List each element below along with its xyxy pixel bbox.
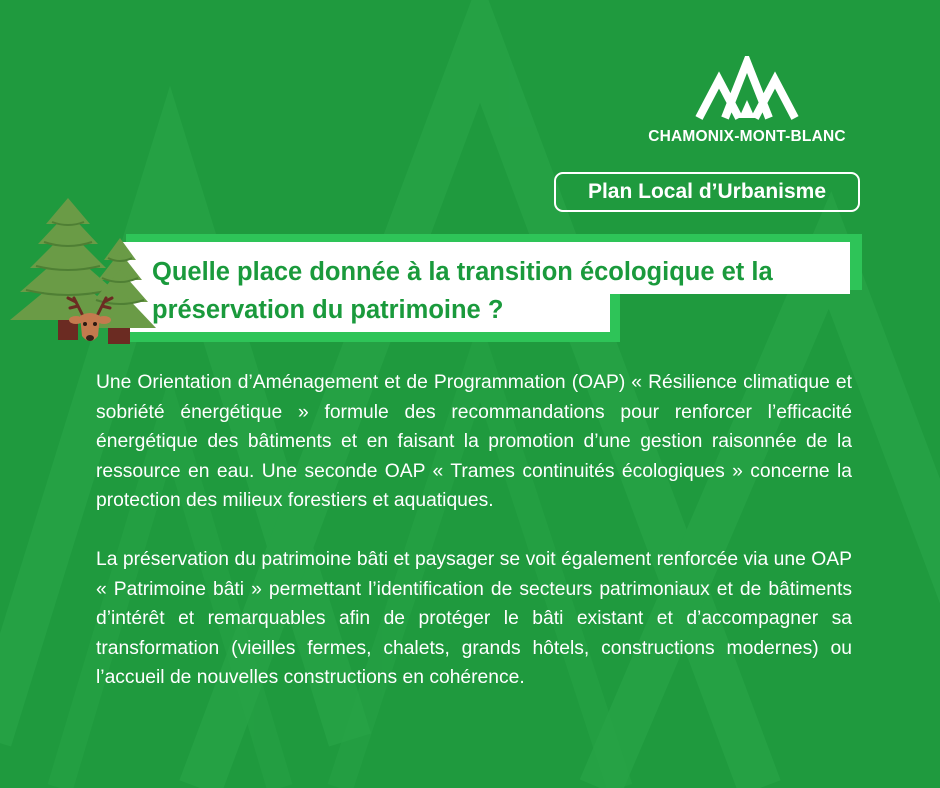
paragraph: Une Orientation d’Aménagement et de Programmation (OAP) « Résilience climatique et sobriété énergétique » formule des recommandations pour renforcer l’efficacité énergétique des bâtiments et en faisant la promotion d’une gestion raisonnée de la ressource en eau. Une seconde OAP « Trames continuités écologiques » concerne la protection des milieux forestiers et aquatiques. (96, 372, 852, 511)
body-text (96, 368, 852, 722)
forest-decoration (8, 196, 168, 348)
mountain-peaks-logo-icon (695, 56, 799, 124)
paragraph: La préservation du patrimoine bâti et paysager se voit également renforcée via une OAP « Patrimoine bâti » permettant l’identification de secteurs patrimoniaux et de bâtiments d’intérêt et remarquables afin de protéger le bâti existant et d’accompagner sa transformation (vieilles fermes, chalets, grands hôtels, constructions modernes) ou l’accueil de nouvelles constructions en cohérence. (96, 549, 852, 688)
brand-name: CHAMONIX-MONT-BLANC (648, 128, 846, 145)
plan-local-badge: Plan Local d’Urbanisme (554, 172, 860, 212)
brand-logo (640, 56, 854, 146)
page-title: Quelle place donnée à la transition écologique et la préservation du patrimoine ? (152, 258, 773, 324)
